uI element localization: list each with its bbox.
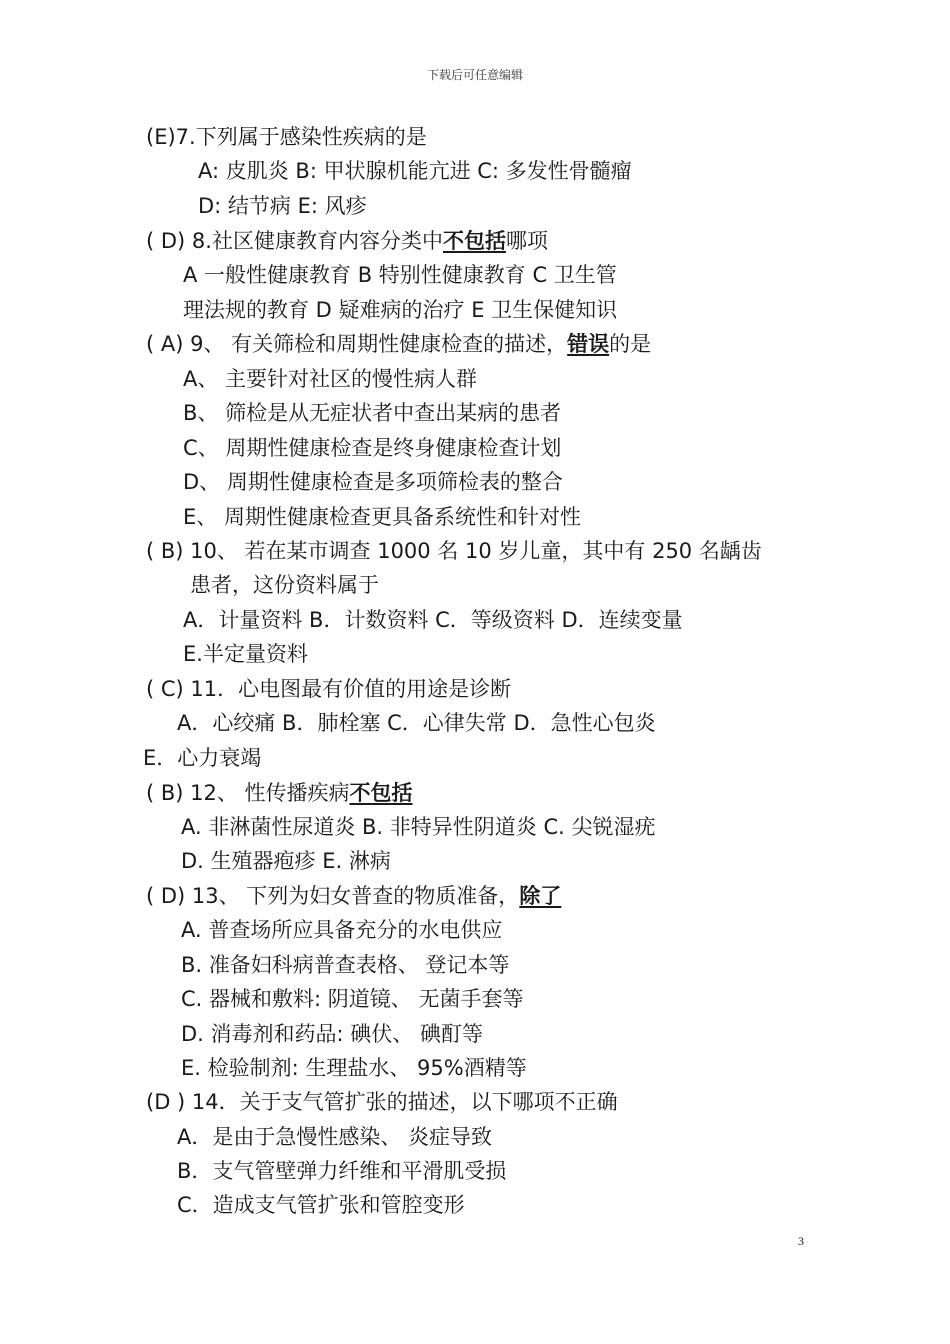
text-line bbox=[181, 1021, 483, 1047]
text-segment: (D ) 14．关于支气管扩张的描述，以下哪项不正确 bbox=[146, 1090, 618, 1114]
text-line bbox=[198, 158, 632, 184]
text-segment: E.半定量资料 bbox=[183, 642, 308, 666]
text-line bbox=[183, 504, 581, 530]
text-line bbox=[181, 1055, 527, 1081]
underlined-keyword: 错误 bbox=[567, 332, 610, 356]
text-segment: ( D) 13、 下列为妇女普查的物质准备， bbox=[146, 884, 520, 908]
text-line bbox=[183, 400, 561, 426]
text-line bbox=[183, 297, 617, 323]
text-segment: C．造成支气管扩张和管腔变形 bbox=[177, 1193, 465, 1217]
text-segment: B、 筛检是从无症状者中查出某病的患者 bbox=[183, 401, 562, 425]
text-segment: A．心绞痛 B．肺栓塞 C．心律失常 D．急性心包炎 bbox=[177, 711, 656, 735]
text-line bbox=[183, 469, 563, 495]
text-line bbox=[183, 262, 617, 288]
text-segment: C、 周期性健康检查是终身健康检查计划 bbox=[183, 436, 562, 460]
text-line bbox=[143, 745, 261, 771]
text-line bbox=[181, 848, 391, 874]
text-line bbox=[146, 538, 762, 564]
text-line bbox=[181, 952, 509, 978]
text-segment: A. 普查场所应具备充分的水电供应 bbox=[181, 918, 503, 942]
text-segment: D. 生殖器疱疹 E. 淋病 bbox=[181, 849, 391, 873]
text-segment: 哪项 bbox=[505, 229, 548, 253]
text-segment: D. 消毒剂和药品: 碘伏、 碘酊等 bbox=[181, 1022, 483, 1046]
text-line bbox=[181, 814, 655, 840]
text-line bbox=[181, 917, 502, 943]
text-line bbox=[177, 1192, 465, 1218]
text-segment: ( D) 8.社区健康教育内容分类中 bbox=[146, 229, 443, 253]
text-segment: E. 检验制剂: 生理盐水、 95%酒精等 bbox=[181, 1056, 527, 1080]
text-line bbox=[183, 607, 683, 633]
underlined-keyword: 不包括 bbox=[442, 229, 506, 253]
text-line bbox=[177, 1158, 506, 1184]
text-segment: (E)7.下列属于感染性疾病的是 bbox=[146, 125, 427, 149]
text-segment: A．是由于急慢性感染、 炎症导致 bbox=[177, 1125, 493, 1149]
page-header: 下载后可任意编辑 bbox=[426, 68, 523, 82]
text-segment: 的是 bbox=[609, 332, 652, 356]
page-number: 3 bbox=[798, 1234, 804, 1248]
text-segment: ( B) 12、 性传播疾病 bbox=[146, 781, 350, 805]
text-segment: E．心力衰竭 bbox=[143, 746, 262, 770]
text-segment: A 一般性健康教育 B 特别性健康教育 C 卫生管 bbox=[183, 263, 617, 287]
text-segment: C. 器械和敷料: 阴道镜、 无菌手套等 bbox=[181, 987, 524, 1011]
text-segment: ( B) 10、 若在某市调查 1000 名 10 岁儿童，其中有 250 名龋齿 bbox=[146, 539, 762, 563]
text-line bbox=[146, 780, 413, 806]
text-line bbox=[146, 1089, 618, 1115]
text-segment: B. 准备妇科病普查表格、 登记本等 bbox=[181, 953, 510, 977]
text-segment: 患者，这份资料属于 bbox=[190, 573, 379, 597]
underlined-keyword: 不包括 bbox=[349, 781, 413, 805]
text-line bbox=[198, 193, 367, 219]
text-segment: D、 周期性健康检查是多项筛检表的整合 bbox=[183, 470, 563, 494]
text-segment: A. 非淋菌性尿道炎 B. 非特异性阴道炎 C. 尖锐湿疣 bbox=[181, 815, 656, 839]
text-segment: 理法规的教育 D 疑难病的治疗 E 卫生保健知识 bbox=[183, 298, 618, 322]
text-segment: E、 周期性健康检查更具备系统性和针对性 bbox=[183, 505, 581, 529]
text-segment: D: 结节病 E: 风疹 bbox=[198, 194, 367, 218]
text-line bbox=[177, 710, 656, 736]
text-line bbox=[146, 331, 651, 357]
text-line bbox=[183, 641, 308, 667]
text-segment: B．支气管壁弹力纤维和平滑肌受损 bbox=[177, 1159, 507, 1183]
text-line bbox=[146, 883, 561, 909]
text-line bbox=[181, 986, 523, 1012]
text-segment: ( C) 11．心电图最有价值的用途是诊断 bbox=[146, 677, 512, 701]
text-segment: ( A) 9、 有关筛检和周期性健康检查的描述， bbox=[146, 332, 568, 356]
text-segment: A: 皮肌炎 B: 甲状腺机能亢进 C: 多发性骨髓瘤 bbox=[198, 159, 632, 183]
underlined-keyword: 除了 bbox=[519, 884, 562, 908]
text-segment: A．计量资料 B．计数资料 C．等级资料 D．连续变量 bbox=[183, 608, 683, 632]
text-line bbox=[146, 676, 511, 702]
text-line bbox=[146, 124, 427, 150]
text-line bbox=[177, 1124, 492, 1150]
text-line bbox=[190, 572, 379, 598]
text-line bbox=[183, 435, 561, 461]
text-line bbox=[146, 228, 548, 254]
text-line bbox=[183, 366, 477, 392]
text-segment: A、 主要针对社区的慢性病人群 bbox=[183, 367, 478, 391]
